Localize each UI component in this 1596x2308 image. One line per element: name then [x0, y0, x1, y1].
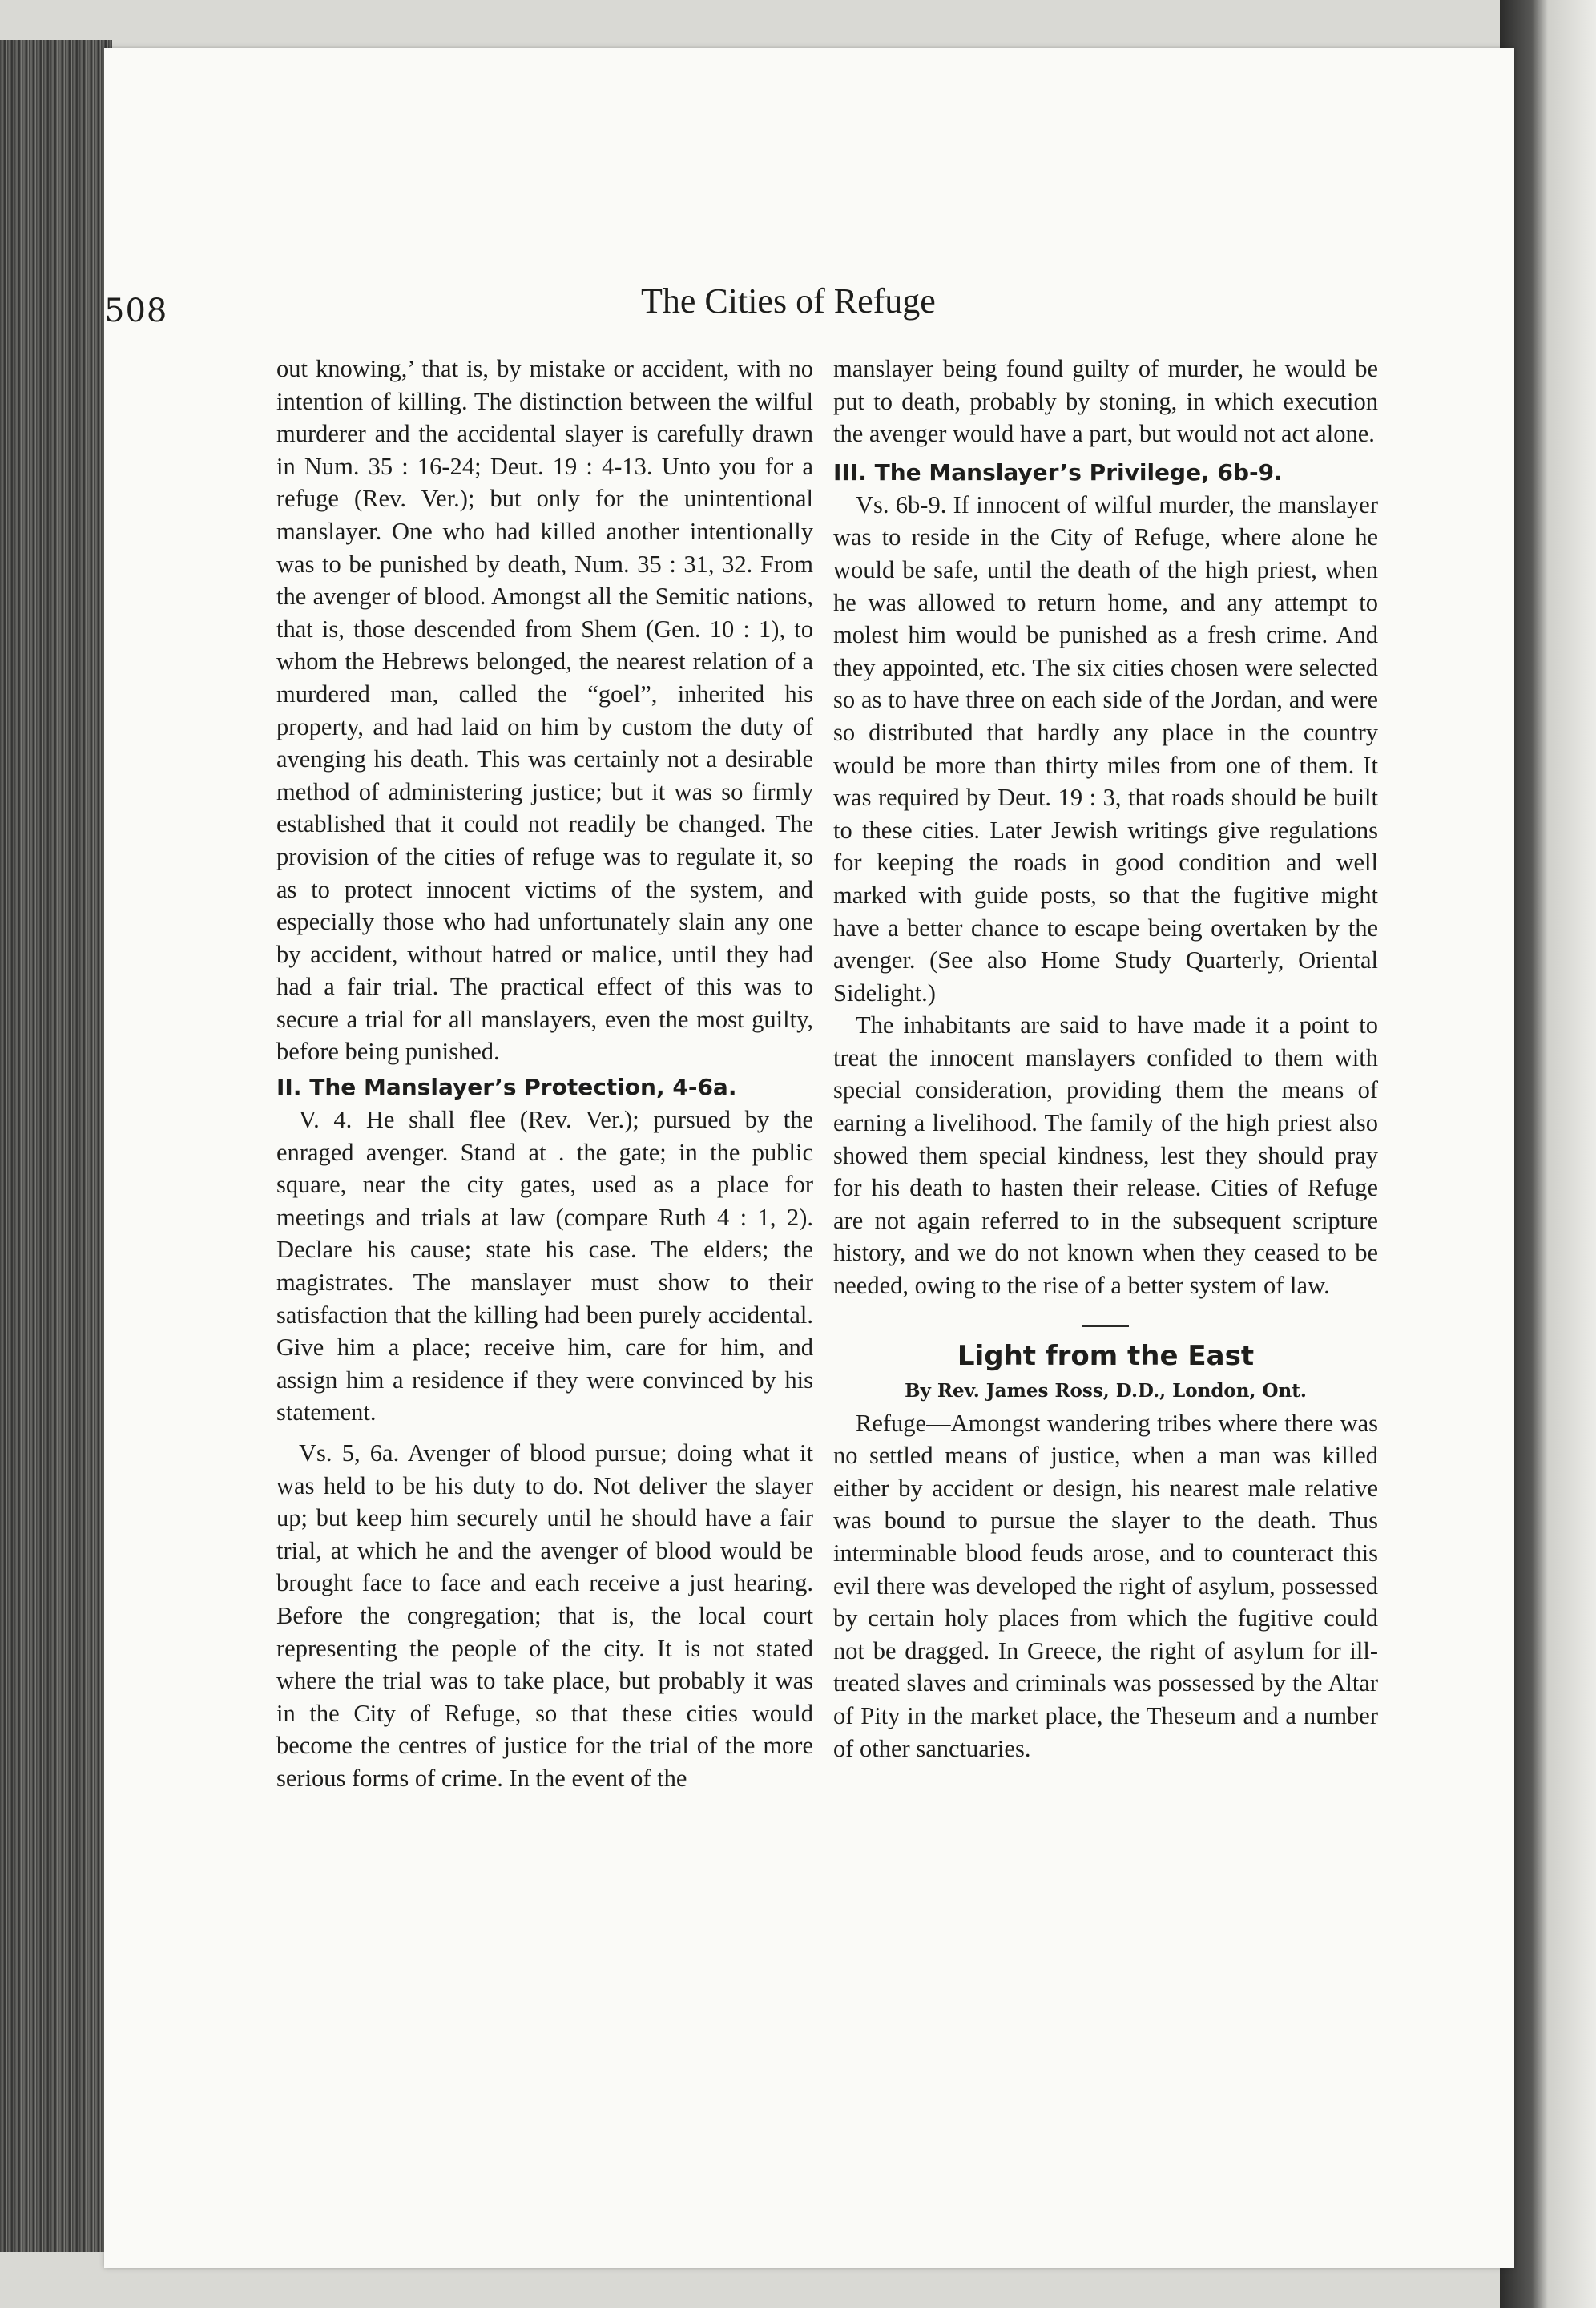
paragraph: out knowing,’ that is, by mistake or accident, with no intention of killing. The distinction between the wilful murderer and the accidental slayer is carefully drawn in Num. 35 : 16-24; Deut. 19 : 4-13. Unto you for a refuge (Rev. Ver.); but only for the unintentional manslayer. One who had killed another intentionally was to be punished by death, Num. 35 : 31, 32. From the avenger of blood. Amongst all the Semitic nations, that is, those descended from Shem (Gen. 10 : 1), to whom the Hebrews belonged, the nearest relation of a murdered man, called the “goel”, inherited his property, and had laid on him by custom the duty of avenging his death. This was certainly not a desirable method of administering justice; but it was so firmly established that it could not readily be changed. The provision of the cities of refuge was to regulate it, so as to protect innocent victims of the system, and especially those who had unfortunately slain any one by accident, without hatred or malice, until they had had a fair trial. The practical effect of this was to secure a trial for all manslayers, even the most guilty, before being punished.: [276, 355, 813, 1066]
byline: By Rev. James Ross, D.D., London, Ont.: [905, 1379, 1307, 1402]
paragraph: Vs. 5, 6a. Avenger of blood pursue; doing what it was held to be his duty to do. Not deliver the slayer up; but keep him securely until he should have a fair trial, at which he and the avenger of blood would be brought face to face and each receive a just hearing. Before the congregation; that is, the local court representing the people of the city. It is not stated where the trial was to take place, but probably it was in the City of Refuge, so that these cities would become the centres of justice for the trial of the more serious forms of crime. In the event of the: [276, 1439, 813, 1792]
page-title: The Cities of Refuge: [641, 281, 936, 321]
paragraph: Vs. 6b-9. If innocent of wilful murder, the manslayer was to reside in the City of Refuge, where alone he would be safe, until the death of the high priest, when he was allowed to return home, and any attempt to molest him would be punished as a fresh crime. And they appointed, etc. The six cities chosen were selected so as to have three on each side of the Jordan, and were so distributed that hardly any place in the country would be more than thirty miles from one of them. It was required by Deut. 19 : 3, that roads should be built to these cities. Later Jewish writings give regulations for keeping the roads in good condition and well marked with guide posts, so that the fugitive might have a better chance to escape being overtaken by the avenger. (See also Home Study Quarterly, Oriental Sidelight.): [833, 490, 1378, 1007]
section-heading-3: III. The Manslayer’s Privilege, 6b-9.: [833, 458, 1283, 486]
left-column: [276, 353, 813, 1795]
paragraph: The inhabitants are said to have made it a point to treat the innocent manslayers confided to them with special consideration, providing them the means of earning a livelihood. The family of the high priest also showed them special kindness, lest they should pray for his death to hasten their release. Cities of Refuge are not again referred to in the subsequent scripture history, and we do not known when they ceased to be needed, owing to the rise of a better system of law.: [833, 1011, 1378, 1300]
paragraph: manslayer being found guilty of murder, he would be put to death, probably by stoning, in which execution the avenger would have a part, but would not act alone.: [833, 355, 1378, 448]
paragraph: Refuge—Amongst wandering tribes where there was no settled means of justice, when a man was killed either by accident or design, his nearest male relative was bound to pursue the slayer to the death. Thus interminable blood feuds arose, and to counteract this evil there was developed the right of asylum, possessed by certain holy places from which the fugitive could not be dragged. In Greece, the right of asylum for ill-treated slaves and criminals was possessed by the Altar of Pity in the market place, the Theseum and a number of other sanctuaries.: [833, 1409, 1378, 1762]
section-title: Light from the East: [957, 1339, 1255, 1372]
paragraph: V. 4. He shall flee (Rev. Ver.); pursued by the enraged avenger. Stand at . the gate; in the public square, near the city gates, used as a place for meetings and trials at law (compare Ruth 4 : 1, 2). Declare his cause; state his case. The elders; the magistrates. The manslayer must show to their satisfaction that the killing had been purely accidental. Give him a place; receive him, care for him, and assign him a residence if they were convinced by his statement.: [276, 1106, 813, 1426]
page-number: 508: [104, 293, 168, 329]
book-edge-left: [0, 40, 112, 2252]
section-heading-2: II. The Manslayer’s Protection, 4-6a.: [276, 1074, 737, 1101]
section-divider: [1082, 1325, 1129, 1327]
right-column: [833, 353, 1378, 1765]
book-edge-right: [1500, 0, 1596, 2308]
